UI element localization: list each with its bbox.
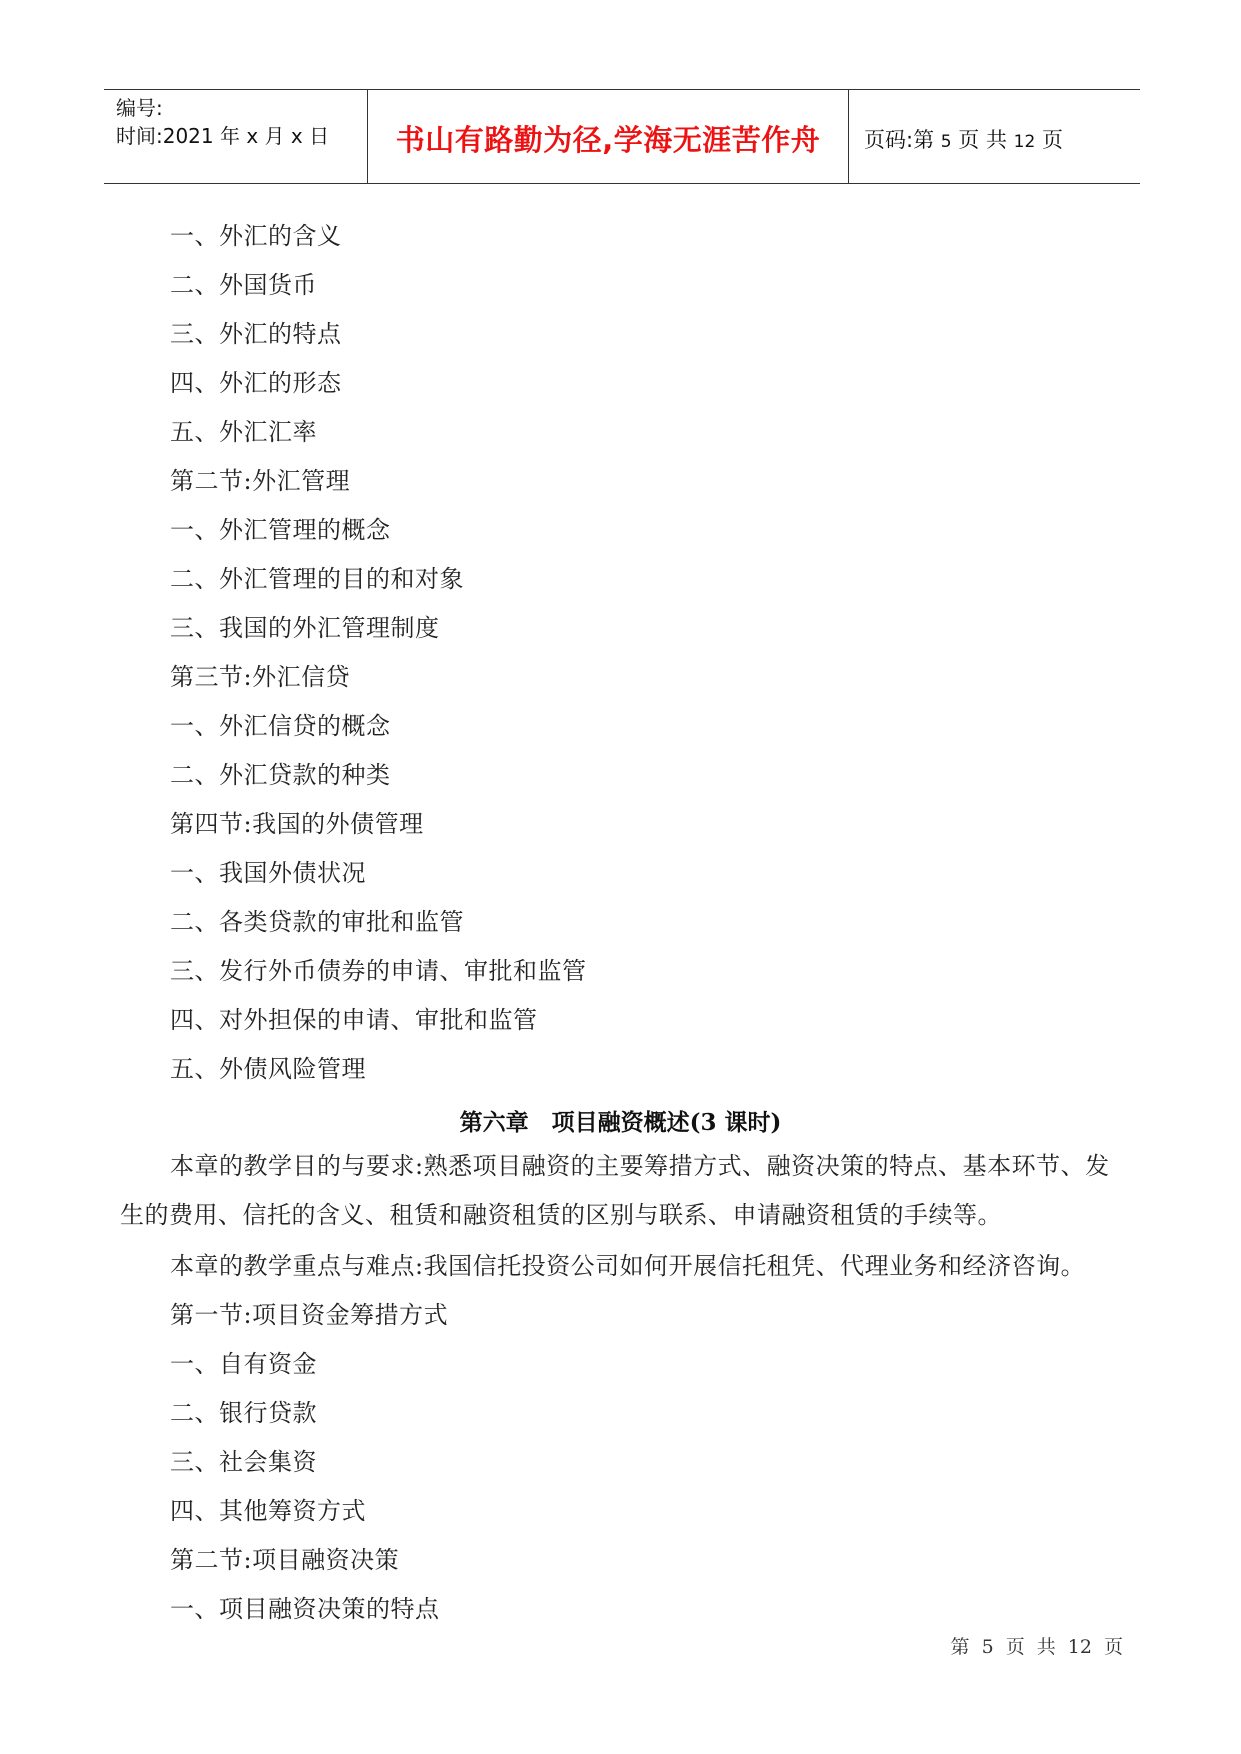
text-line: 一、外汇的含义 <box>170 222 342 250</box>
text-line: 一、外汇信贷的概念 <box>170 712 391 740</box>
page-footer: 第 5 页 共 12 页 <box>950 1636 1123 1658</box>
text-line: 三、发行外币债券的申请、审批和监管 <box>170 957 587 985</box>
page-suffix: 页 <box>1035 128 1063 152</box>
section-heading: 第二节:外汇管理 <box>170 467 351 495</box>
text-line: 四、其他筹资方式 <box>170 1497 366 1525</box>
page-prefix: 页码:第 <box>864 128 941 152</box>
section-heading: 第三节:外汇信贷 <box>170 663 351 691</box>
text-line: 二、银行贷款 <box>170 1399 317 1427</box>
text-line: 三、我国的外汇管理制度 <box>170 614 440 642</box>
text-line: 二、外国货币 <box>170 271 317 299</box>
keypoints-line: 本章的教学重点与难点:我国信托投资公司如何开展信托租凭、代理业务和经济咨询。 <box>170 1252 1086 1280</box>
text-line: 四、对外担保的申请、审批和监管 <box>170 1006 538 1034</box>
page-current: 5 <box>940 132 952 152</box>
header-right-cell <box>850 90 1140 183</box>
header-motto: 书山有路勤为径,学海无涯苦作舟 <box>395 123 821 157</box>
section-heading: 第二节:项目融资决策 <box>170 1546 400 1574</box>
text-line: 四、外汇的形态 <box>170 369 342 397</box>
section-heading: 第一节:项目资金筹措方式 <box>170 1301 449 1329</box>
text-line: 三、社会集资 <box>170 1448 317 1476</box>
header-middle-cell <box>368 90 849 183</box>
text-line: 一、外汇管理的概念 <box>170 516 391 544</box>
document-header <box>104 89 1140 184</box>
text-line: 二、各类贷款的审批和监管 <box>170 908 464 936</box>
text-line: 一、项目融资决策的特点 <box>170 1595 440 1623</box>
page-total: 12 <box>1013 132 1036 152</box>
text-line: 二、外汇贷款的种类 <box>170 761 391 789</box>
time-label: 时间:2021 年 x 月 x 日 <box>116 124 330 148</box>
page-middle: 页 共 <box>951 128 1014 152</box>
section-heading: 第四节:我国的外债管理 <box>170 810 424 838</box>
header-left-cell <box>104 90 368 183</box>
text-line: 二、外汇管理的目的和对象 <box>170 565 464 593</box>
text-line: 一、自有资金 <box>170 1350 317 1378</box>
objectives-paragraph: 本章的教学目的与要求:熟悉项目融资的主要筹措方式、融资决策的特点、基本环节、发生的费用、信托的含义、租赁和融资租赁的区别与联系、申请融资租赁的手续等。 <box>120 1152 1110 1229</box>
text-line: 一、我国外债状况 <box>170 859 366 887</box>
text-line: 五、外汇汇率 <box>170 418 317 446</box>
text-line: 五、外债风险管理 <box>170 1055 366 1083</box>
text-line: 三、外汇的特点 <box>170 320 342 348</box>
number-label: 编号: <box>116 96 163 120</box>
chapter-title: 第六章 项目融资概述(3 课时) <box>459 1109 782 1136</box>
header-page-info <box>864 124 1063 154</box>
